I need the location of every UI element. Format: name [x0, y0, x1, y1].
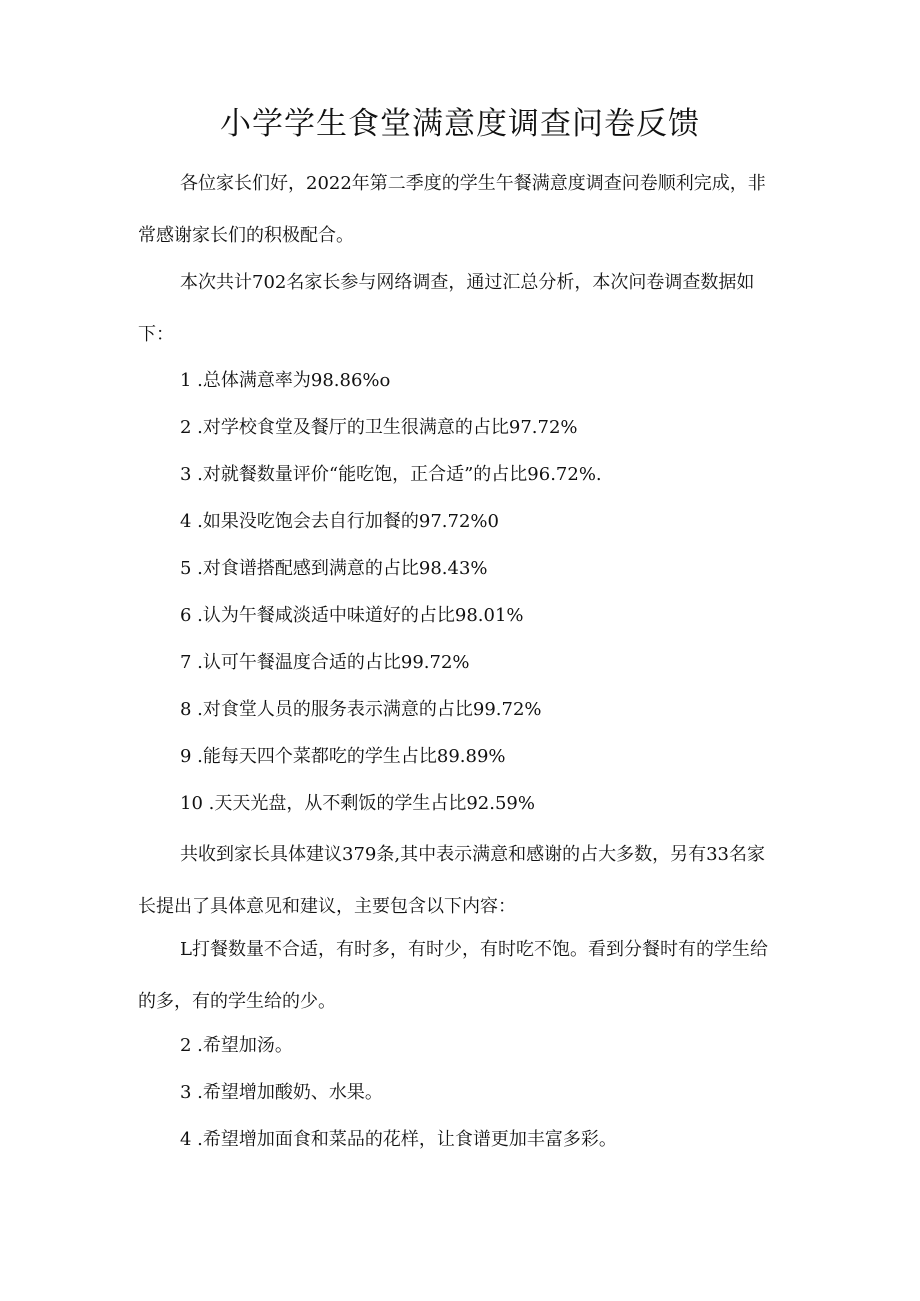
- result-item-5: 5 .对食谱搭配感到满意的占比98.43%: [180, 558, 488, 579]
- result-item-8: 8 .对食堂人员的服务表示满意的占比99.72%: [180, 699, 542, 720]
- result-item-2: 2 .对学校食堂及餐厅的卫生很满意的占比97.72%: [180, 417, 578, 438]
- summary-paragraph: 本次共计702名家长参与网络调查，通过汇总分析，本次问卷调查数据如下：: [138, 272, 755, 345]
- result-item-10: 10 .天天光盘，从不剩饭的学生占比92.59%: [180, 793, 535, 814]
- suggestion-item-4: 4 .希望增加面食和菜品的花样，让食谱更加丰富多彩。: [180, 1129, 617, 1150]
- result-item-6: 6 .认为午餐咸淡适中味道好的占比98.01%: [180, 605, 524, 626]
- result-item-3: 3 .对就餐数量评价“能吃饱，正合适”的占比96.72%.: [180, 464, 602, 485]
- suggestions-paragraph: 共收到家长具体建议379条,其中表示满意和感谢的占大多数，另有33名家长提出了具体意见和建议，主要包含以下内容：: [138, 844, 765, 917]
- suggestion-item-1: L打餐数量不合适，有时多，有时少，有时吃不饱。看到分餐时有的学生给的多，有的学生给的少。: [138, 939, 768, 1012]
- intro-paragraph: 各位家长们好，2022年第二季度的学生午餐满意度调查问卷顺利完成，非常感谢家长们的积极配合。: [138, 173, 766, 246]
- suggestion-item-2: 2 .希望加汤。: [180, 1035, 293, 1056]
- result-item-9: 9 .能每天四个菜都吃的学生占比89.89%: [180, 746, 506, 767]
- result-item-1: 1 .总体满意率为98.86%o: [180, 370, 391, 391]
- document-title: 小学学生食堂满意度调查问卷反馈: [220, 106, 700, 142]
- result-item-4: 4 .如果没吃饱会去自行加餐的97.72%0: [180, 511, 499, 532]
- result-item-7: 7 .认可午餐温度合适的占比99.72%: [180, 652, 470, 673]
- suggestion-item-3: 3 .希望增加酸奶、水果。: [180, 1082, 383, 1103]
